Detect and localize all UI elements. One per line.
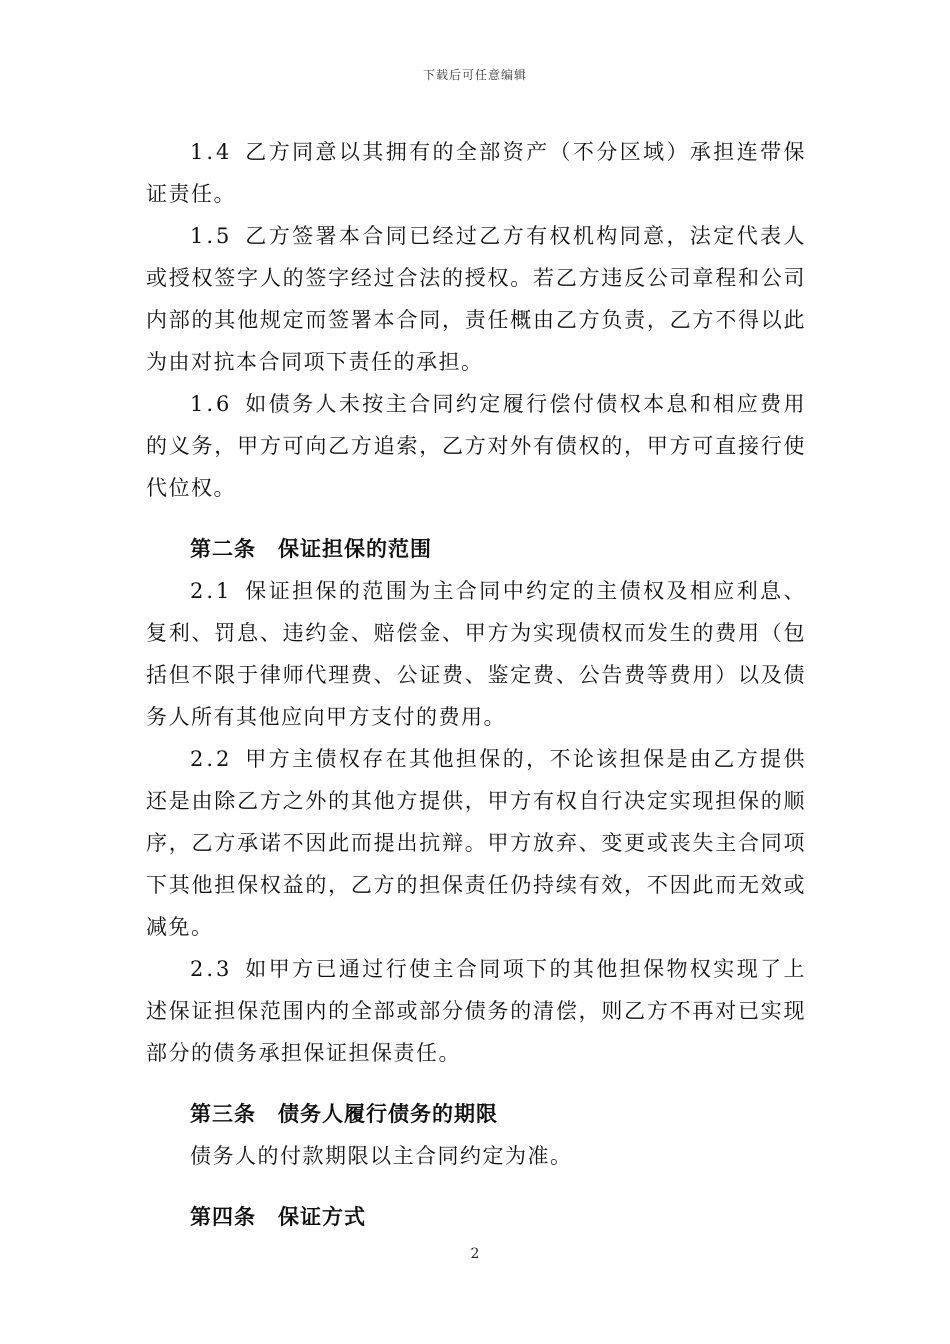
clause-2-2 bbox=[146, 738, 806, 948]
page-number: 2 bbox=[470, 1246, 480, 1262]
clause-text: 如债务人未按主合同约定履行偿付债权本息和相应费用的义务，甲方可向乙方追索，乙方对外有债权的，甲方可直接行使代位权。 bbox=[146, 392, 806, 500]
section-gap bbox=[146, 1177, 806, 1196]
clause-number: 2.3 bbox=[190, 957, 233, 981]
clause-number: 2.1 bbox=[190, 579, 233, 603]
article-title: 第四条 bbox=[190, 1205, 256, 1229]
article-4-heading bbox=[146, 1196, 806, 1238]
clause-number: 2.2 bbox=[190, 747, 233, 771]
article-subtitle: 保证担保的范围 bbox=[278, 537, 432, 561]
clause-text: 债务人的付款期限以主合同约定为准。 bbox=[190, 1144, 573, 1168]
article-subtitle: 保证方式 bbox=[278, 1205, 366, 1229]
article-subtitle: 债务人履行债务的期限 bbox=[278, 1102, 498, 1126]
clause-1-5 bbox=[146, 215, 806, 383]
page-header: 下载后可任意编辑 bbox=[422, 68, 527, 82]
section-gap bbox=[146, 1074, 806, 1093]
article-3-heading bbox=[146, 1093, 806, 1135]
clause-1-6 bbox=[146, 383, 806, 509]
clause-3 bbox=[146, 1135, 806, 1177]
clause-2-1 bbox=[146, 570, 806, 738]
clause-number: 1.6 bbox=[190, 392, 233, 416]
clause-text: 保证担保的范围为主合同中约定的主债权及相应利息、复利、罚息、违约金、赔偿金、甲方为实现债权而发生的费用（包括但不限于律师代理费、公证费、鉴定费、公告费等费用）以及债务人所有其他应向甲方支付的费用。 bbox=[146, 579, 806, 729]
document-body bbox=[146, 131, 806, 1238]
clause-number: 1.5 bbox=[190, 224, 233, 248]
clause-text: 甲方主债权存在其他担保的，不论该担保是由乙方提供还是由除乙方之外的其他方提供，甲方有权自行决定实现担保的顺序，乙方承诺不因此而提出抗辩。甲方放弃、变更或丧失主合同项下其他担保权益的，乙方的担保责任仍持续有效，不因此而无效或减免。 bbox=[146, 747, 806, 939]
clause-text: 乙方签署本合同已经过乙方有权机构同意，法定代表人或授权签字人的签字经过合法的授权。若乙方违反公司章程和公司内部的其他规定而签署本合同，责任概由乙方负责，乙方不得以此为由对抗本合同项下责任的承担。 bbox=[146, 224, 806, 374]
clause-number: 1.4 bbox=[190, 140, 233, 164]
clause-2-3 bbox=[146, 948, 806, 1074]
clause-text: 乙方同意以其拥有的全部资产（不分区域）承担连带保证责任。 bbox=[146, 140, 806, 206]
article-2-heading bbox=[146, 528, 806, 570]
section-gap bbox=[146, 509, 806, 528]
article-title: 第二条 bbox=[190, 537, 256, 561]
clause-text: 如甲方已通过行使主合同项下的其他担保物权实现了上述保证担保范围内的全部或部分债务的清偿，则乙方不再对已实现部分的债务承担保证担保责任。 bbox=[146, 957, 806, 1065]
clause-1-4 bbox=[146, 131, 806, 215]
article-title: 第三条 bbox=[190, 1102, 256, 1126]
